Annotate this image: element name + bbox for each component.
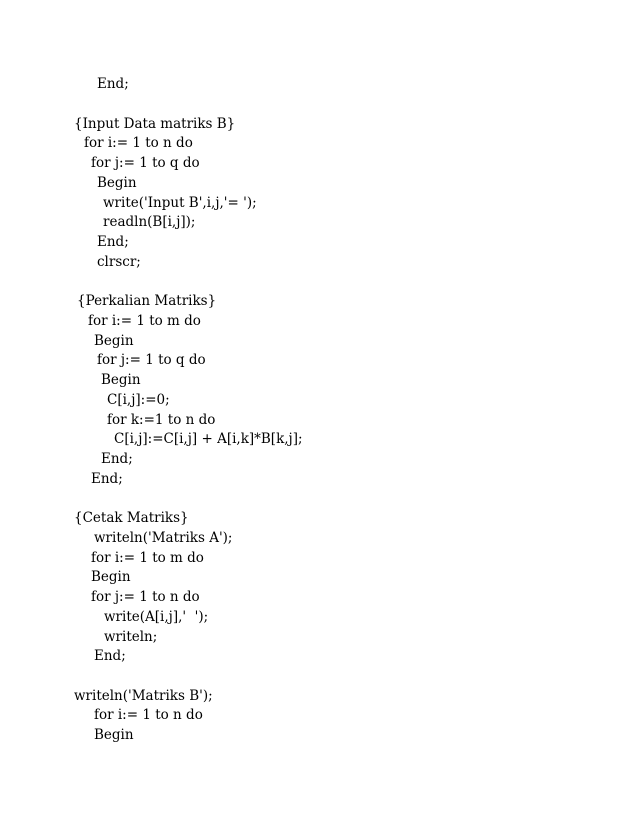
code-line: Begin [101, 372, 141, 388]
code-line: for j:= 1 to q do [97, 352, 206, 368]
code-line: Begin [97, 175, 137, 191]
code-line: writeln; [104, 629, 158, 645]
code-comment-line: {Cetak Matriks} [74, 510, 189, 526]
code-line: for i:= 1 to m do [91, 550, 204, 566]
code-line: End; [97, 234, 129, 250]
code-line: End; [94, 648, 126, 664]
code-line: Begin [94, 727, 134, 743]
code-line: write('Input B',i,j,'= '); [103, 195, 257, 211]
code-comment-line: {Input Data matriks B} [74, 116, 236, 132]
code-line: Begin [91, 569, 131, 585]
code-line: C[i,j]:=C[i,j] + A[i,k]*B[k,j]; [114, 431, 303, 447]
code-line: C[i,j]:=0; [107, 392, 170, 408]
code-line: writeln('Matriks B'); [74, 688, 213, 704]
code-line: write(A[i,j],' '); [104, 609, 209, 625]
code-line: for i:= 1 to n do [94, 707, 203, 723]
code-line: clrscr; [97, 254, 141, 270]
code-line: End; [101, 451, 133, 467]
code-line: readln(B[i,j]); [103, 214, 196, 230]
code-line: End; [91, 471, 123, 487]
code-line: End; [97, 76, 129, 92]
code-line: for k:=1 to n do [107, 412, 216, 428]
code-line: writeln('Matriks A'); [94, 530, 233, 546]
code-line: for i:= 1 to m do [88, 313, 201, 329]
code-line: for j:= 1 to n do [91, 589, 200, 605]
code-comment-line: {Perkalian Matriks} [77, 293, 217, 309]
code-line: for j:= 1 to q do [91, 155, 200, 171]
code-line: for i:= 1 to n do [84, 135, 193, 151]
code-line: Begin [94, 333, 134, 349]
